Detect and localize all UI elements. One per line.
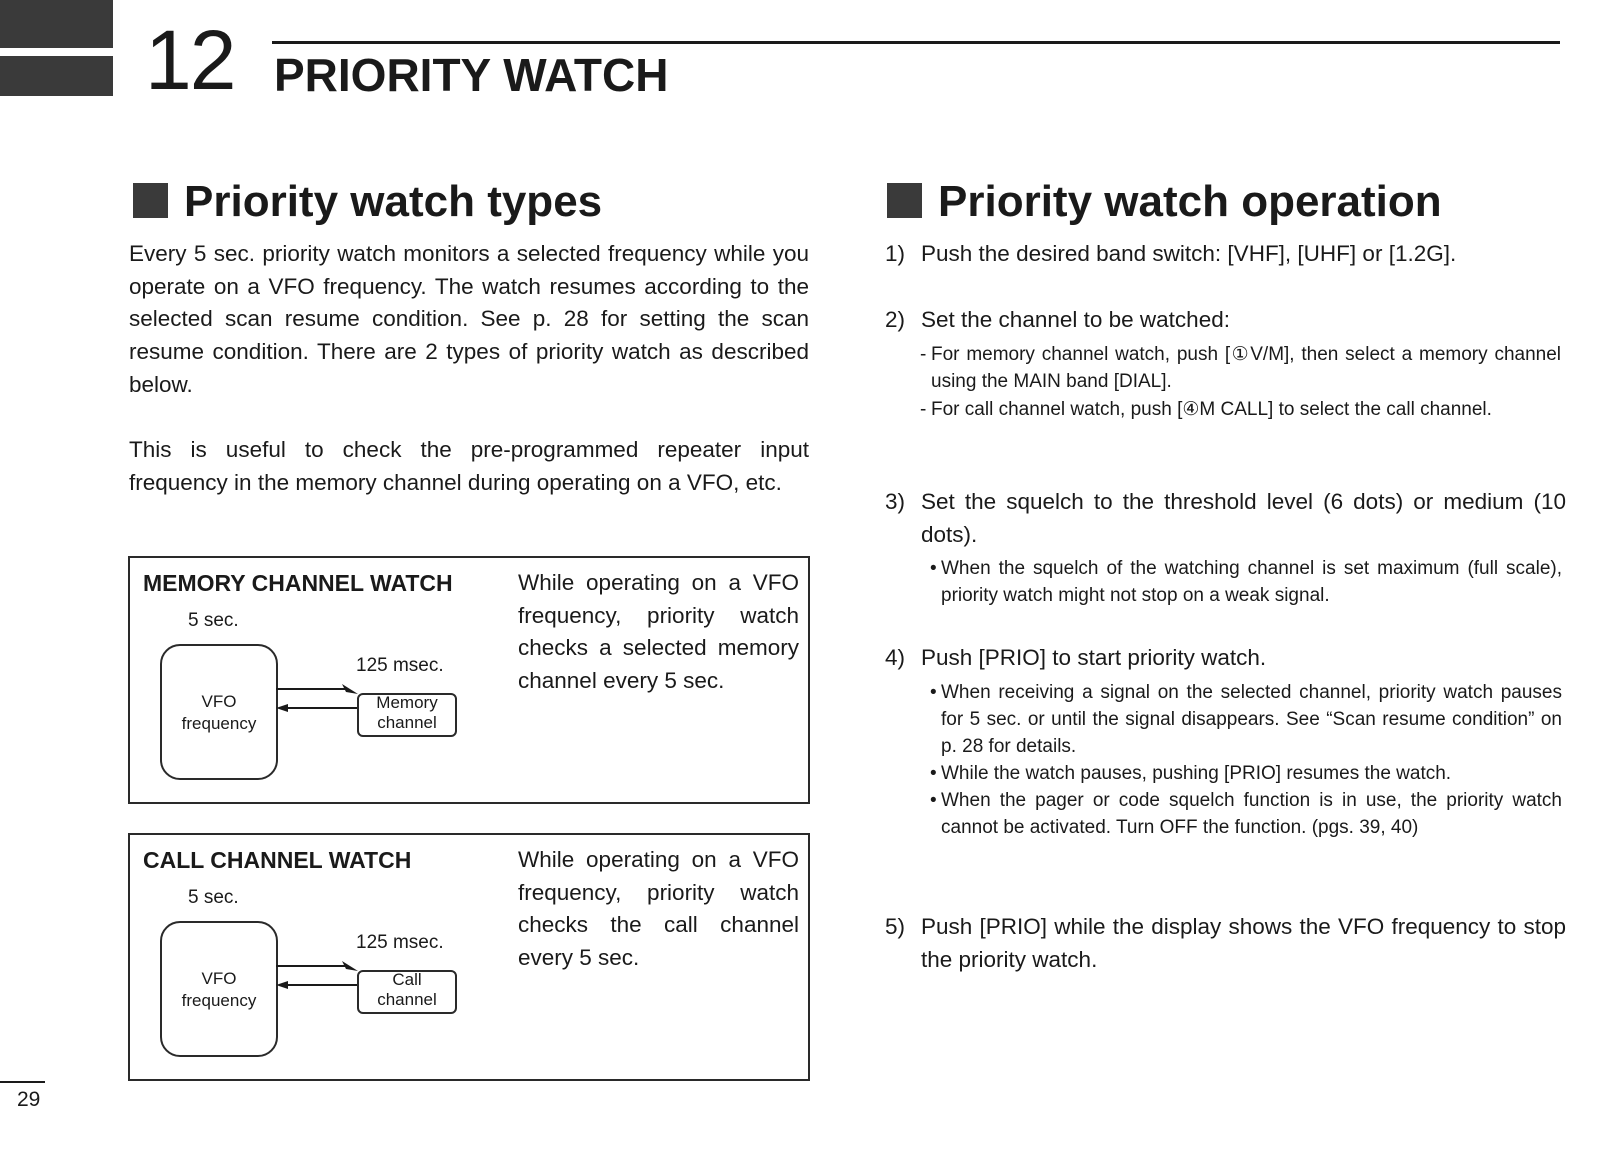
step-number: 3) <box>885 489 906 514</box>
step-number: 2) <box>885 307 906 332</box>
bullet-item: • When the pager or code squelch function is in use, the priority watch cannot be activated. Turn OFF the function. (pgs. 39, 40) <box>930 790 1562 838</box>
chapter-number: 12 <box>145 13 235 107</box>
section-heading-operation <box>887 177 1442 226</box>
vfo-frequency-label: VFO frequency <box>181 969 257 1010</box>
section-heading-text: Priority watch types <box>184 177 603 226</box>
step-text: Push the desired band switch: [VHF], [UHF] or [1.2G]. <box>921 241 1457 266</box>
header-rule <box>272 41 1560 44</box>
interval-label: 5 sec. <box>188 887 239 908</box>
sub-item: - For call channel watch, push [④M CALL] to select the call channel. <box>920 399 1492 420</box>
page-number-rule <box>0 1081 45 1083</box>
bullet-item: • When the squelch of the watching channel is set maximum (full scale), priority watch might not stop on a weak signal. <box>930 558 1562 606</box>
heading-square-icon <box>133 183 168 218</box>
memory-watch-description: While operating on a VFO frequency, priority watch checks a selected memory channel every 5 sec. <box>518 570 799 693</box>
call-watch-box <box>128 833 810 1081</box>
section-heading-types <box>133 177 603 226</box>
dwell-label: 125 msec. <box>356 655 444 676</box>
bullet-item: • When receiving a signal on the selected channel, priority watch pauses for 5 sec. or until the signal disappears. See “Scan resume condition” on p. 28 for details. <box>930 682 1562 757</box>
watch-arrows-icon <box>276 684 360 714</box>
step-number: 4) <box>885 645 906 670</box>
vfo-frequency-label: VFO frequency <box>181 692 257 733</box>
step-text: Set the channel to be watched: <box>921 307 1230 332</box>
memory-watch-box <box>128 556 810 804</box>
step-text: Push [PRIO] while the display shows the VFO frequency to stop the priority watch. <box>921 914 1566 972</box>
interval-label: 5 sec. <box>188 610 239 631</box>
memory-channel-label: Memory channel <box>376 693 438 732</box>
call-watch-description: While operating on a VFO frequency, priority watch checks the call channel every 5 sec. <box>518 847 799 970</box>
intro-paragraph: Every 5 sec. priority watch monitors a selected frequency while you operate on a VFO frequency. The watch resumes according to the selected scan resume condition. See p. 28 for setting the scan resume condition. There are 2 types of priority watch as described below. <box>129 241 809 397</box>
sub-item: - For memory channel watch, push [①V/M], then select a memory channel using the MAIN band [DIAL]. <box>920 344 1561 392</box>
page-number: 29 <box>17 1088 41 1111</box>
call-watch-title: CALL CHANNEL WATCH <box>143 847 412 873</box>
dwell-label: 125 msec. <box>356 932 444 953</box>
bullet-item: • While the watch pauses, pushing [PRIO] resumes the watch. <box>930 763 1452 784</box>
step-number: 5) <box>885 914 906 939</box>
memory-watch-title: MEMORY CHANNEL WATCH <box>143 570 453 596</box>
step-text: Set the squelch to the threshold level (6 dots) or medium (10 dots). <box>921 489 1566 547</box>
step-text: Push [PRIO] to start priority watch. <box>921 645 1267 670</box>
call-channel-label: Call channel <box>377 970 437 1009</box>
chapter-tab-top <box>0 0 113 48</box>
usage-paragraph: This is useful to check the pre-programmed repeater input frequency in the memory channel during operating on a VFO, etc. <box>129 437 809 495</box>
chapter-tab-bottom <box>0 56 113 96</box>
chapter-title: PRIORITY WATCH <box>274 49 669 101</box>
heading-square-icon <box>887 183 922 218</box>
watch-arrows-icon <box>276 961 360 991</box>
section-heading-text: Priority watch operation <box>938 177 1442 226</box>
step-number: 1) <box>885 241 906 266</box>
